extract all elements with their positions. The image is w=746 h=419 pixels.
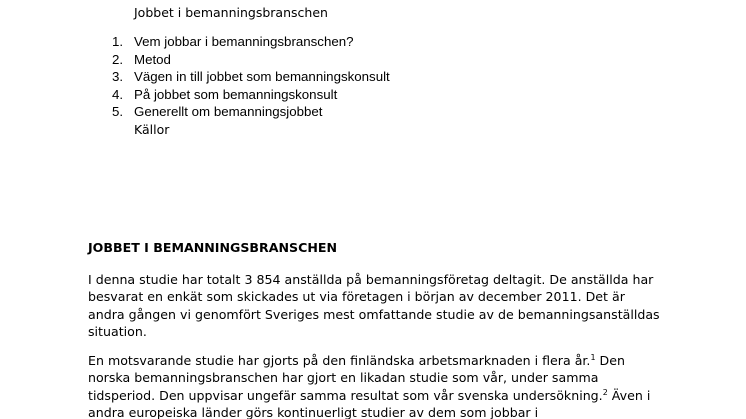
toc-item-number: 4. bbox=[112, 86, 124, 102]
paragraph-line: situation. bbox=[88, 323, 147, 339]
paragraph-text: tidsperiod. Den uppvisar ungefär samma resultat som vår svenska undersökning. bbox=[88, 387, 603, 403]
toc-item-label: Generellt om bemanningsjobbet bbox=[134, 104, 323, 120]
toc-title: Jobbet i bemanningsbranschen bbox=[134, 5, 328, 20]
paragraph-line: I denna studie har totalt 3 854 anställda på bemanningsföretag deltagit. De anställda har bbox=[88, 272, 654, 287]
paragraph-line: andra europeiska länder görs kontinuerligt studier av dem som jobbar i bbox=[88, 404, 539, 419]
toc-item-number: 3. bbox=[112, 69, 124, 85]
paragraph-text: Den bbox=[595, 353, 625, 368]
toc-item-label: På jobbet som bemanningskonsult bbox=[134, 86, 338, 102]
footnote-ref[interactable]: 1 bbox=[590, 353, 596, 362]
section-heading: JOBBET I BEMANNINGSBRANSCHEN bbox=[88, 240, 338, 255]
toc-item-number: 2. bbox=[112, 51, 124, 67]
paragraph-text: Även i bbox=[607, 387, 651, 403]
toc-item-number: 5. bbox=[112, 104, 124, 120]
toc-item-label: Metod bbox=[134, 51, 171, 67]
toc-item-label: Vägen in till jobbet som bemanningskonsult bbox=[134, 69, 390, 85]
paragraph-text: En motsvarande studie har gjorts på den finländska arbetsmarknaden i flera år. bbox=[88, 353, 591, 368]
paragraph bbox=[88, 352, 688, 419]
paragraph-line: andra gången vi genomfört Sveriges mest omfattande studie av de bemanningsanställdas bbox=[88, 306, 660, 322]
paragraph-line bbox=[88, 387, 688, 404]
paragraph-line bbox=[88, 352, 688, 369]
toc-item-label: Vem jobbar i bemanningsbranschen? bbox=[134, 34, 354, 49]
toc-item-label: Källor bbox=[134, 121, 170, 137]
paragraph-line: norska bemanningsbranschen har gjort en likadan studie som vår, under samma bbox=[88, 370, 599, 386]
paragraph bbox=[88, 271, 688, 340]
paragraph-line: besvarat en enkät som skickades ut via företagen i början av december 2011. Det är bbox=[88, 289, 625, 305]
toc-item-number: 1. bbox=[112, 34, 124, 49]
footnote-ref[interactable]: 2 bbox=[602, 387, 608, 397]
